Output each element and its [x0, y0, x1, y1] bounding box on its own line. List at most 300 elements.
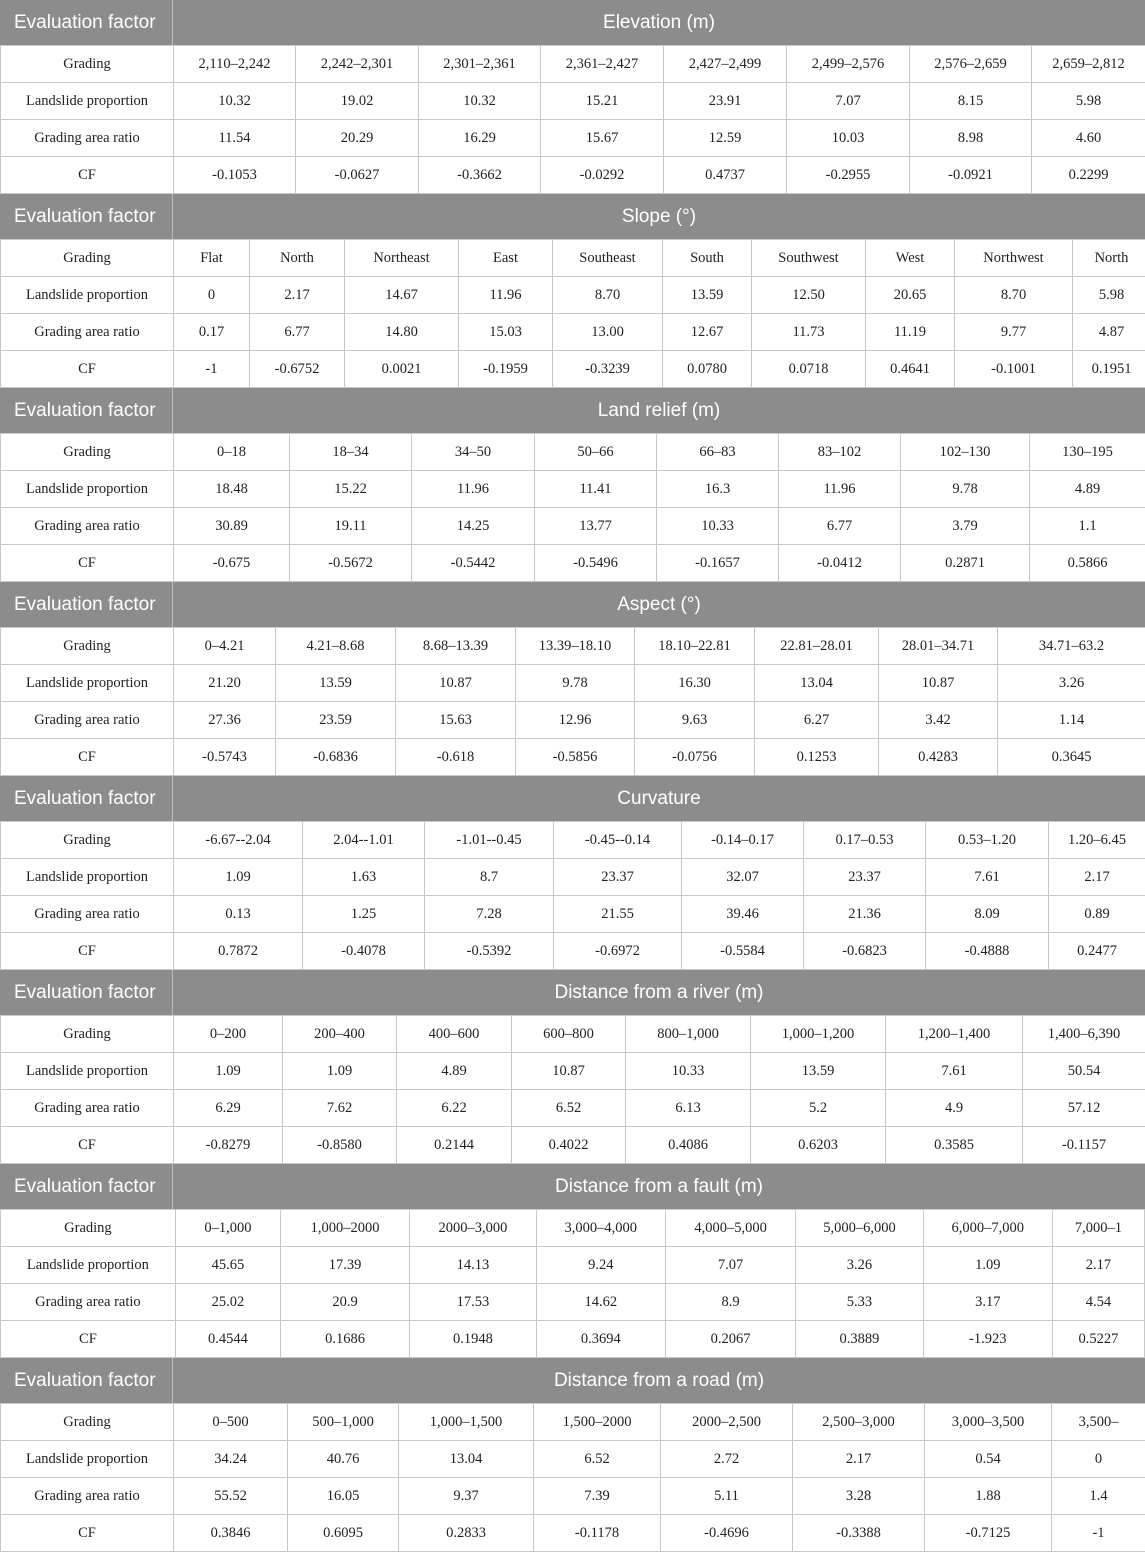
- table-cell: 3.28: [793, 1478, 925, 1515]
- cf-row: [1, 739, 1145, 776]
- table-cell: 0.6095: [288, 1515, 399, 1552]
- table-cell: 0.0780: [663, 351, 752, 388]
- table-cell: 8.09: [926, 896, 1049, 933]
- table-cell: 8.70: [955, 277, 1073, 314]
- table-cell: 0.1253: [755, 739, 879, 776]
- table-cell: 2000–2,500: [661, 1404, 793, 1441]
- table-cell: 13.04: [399, 1441, 534, 1478]
- table-cell: 8.7: [425, 859, 554, 896]
- section-header: [0, 776, 1145, 821]
- table-cell: 8.98: [910, 120, 1032, 157]
- table-cell: 7.07: [787, 83, 910, 120]
- table-cell: 0.17: [174, 314, 250, 351]
- table-cell: 0.6203: [751, 1127, 886, 1164]
- table-cell: -0.0292: [541, 157, 664, 194]
- table-cell: 18–34: [290, 434, 412, 471]
- table-cell: 15.22: [290, 471, 412, 508]
- row-label: CF: [1, 739, 174, 776]
- row-label: CF: [1, 157, 174, 194]
- table-cell: -0.4888: [926, 933, 1049, 970]
- table-cell: 0.3846: [174, 1515, 288, 1552]
- table-cell: 5,000–6,000: [796, 1210, 923, 1247]
- table-cell: 8.15: [910, 83, 1032, 120]
- table-cell: -0.3388: [793, 1515, 925, 1552]
- table-cell: 40.76: [288, 1441, 399, 1478]
- table-cell: 34–50: [412, 434, 535, 471]
- table-cell: 16.30: [635, 665, 755, 702]
- cf-row: [1, 157, 1145, 194]
- row-label: Grading: [1, 240, 174, 277]
- table-cell: 20.65: [866, 277, 955, 314]
- section-header: [0, 970, 1145, 1015]
- table-cell: 0.3694: [536, 1321, 665, 1358]
- table-cell: 23.91: [664, 83, 787, 120]
- table-cell: 8.70: [553, 277, 663, 314]
- table-cell: 1.88: [925, 1478, 1052, 1515]
- table-cell: 17.39: [280, 1247, 409, 1284]
- table-cell: 5.33: [796, 1284, 923, 1321]
- table-cell: -0.1001: [955, 351, 1073, 388]
- table-cell: 6,000–7,000: [923, 1210, 1052, 1247]
- row-label: Landslide proportion: [1, 1247, 176, 1284]
- table-cell: 3.79: [901, 508, 1030, 545]
- table-cell: 13.59: [663, 277, 752, 314]
- table-cell: -0.5392: [425, 933, 554, 970]
- table-cell: 11.96: [459, 277, 553, 314]
- table-cell: 6.77: [250, 314, 345, 351]
- table-cell: 0.3645: [998, 739, 1145, 776]
- table-cell: 5.2: [751, 1090, 886, 1127]
- table-cell: 2,110–2,242: [174, 46, 296, 83]
- table-cell: 5.98: [1032, 83, 1145, 120]
- table-cell: 83–102: [779, 434, 901, 471]
- grading-area-ratio-row: [1, 120, 1145, 157]
- table-cell: 0: [174, 277, 250, 314]
- table-cell: 45.65: [175, 1247, 280, 1284]
- table-cell: 5.11: [661, 1478, 793, 1515]
- table-cell: 8.9: [665, 1284, 795, 1321]
- row-label: Grading area ratio: [1, 896, 174, 933]
- table-cell: 16.3: [657, 471, 779, 508]
- table-cell: 3.26: [998, 665, 1145, 702]
- table-cell: -0.2955: [787, 157, 910, 194]
- table-cell: 800–1,000: [626, 1016, 751, 1053]
- table-cell: 0.17–0.53: [804, 822, 926, 859]
- row-label: Grading: [1, 434, 174, 471]
- table-cell: 2,301–2,361: [419, 46, 541, 83]
- factor-grid: [0, 1403, 1145, 1552]
- table-cell: -0.0412: [779, 545, 901, 582]
- table-cell: 3.42: [879, 702, 998, 739]
- table-cell: 12.96: [516, 702, 635, 739]
- table-cell: 0.4641: [866, 351, 955, 388]
- row-label: CF: [1, 1515, 174, 1552]
- table-cell: 10.03: [787, 120, 910, 157]
- table-cell: Flat: [174, 240, 250, 277]
- evaluation-factor-label: Evaluation factor: [0, 1164, 173, 1209]
- table-cell: 27.36: [174, 702, 276, 739]
- table-cell: 2.72: [661, 1441, 793, 1478]
- table-cell: Northwest: [955, 240, 1073, 277]
- factor-title: Distance from a river (m): [554, 981, 764, 1003]
- table-cell: 9.37: [399, 1478, 534, 1515]
- row-label: Landslide proportion: [1, 83, 174, 120]
- table-cell: 14.67: [345, 277, 459, 314]
- factor-grid: [0, 433, 1145, 582]
- table-cell: -0.5496: [535, 545, 657, 582]
- table-cell: -1: [1052, 1515, 1145, 1552]
- factor-title: Elevation (m): [603, 11, 715, 33]
- grading-row: [1, 628, 1145, 665]
- table-cell: 200–400: [283, 1016, 397, 1053]
- table-cell: 10.87: [879, 665, 998, 702]
- table-cell: 0.13: [174, 896, 303, 933]
- factor-grid: [0, 239, 1145, 388]
- table-cell: 22.81–28.01: [755, 628, 879, 665]
- evaluation-factor-label: Evaluation factor: [0, 0, 173, 45]
- evaluation-factor-label: Evaluation factor: [0, 1358, 173, 1403]
- table-cell: 6.22: [397, 1090, 512, 1127]
- table-cell: 13.59: [276, 665, 396, 702]
- table-cell: 500–1,000: [288, 1404, 399, 1441]
- row-label: Grading: [1, 46, 174, 83]
- table-cell: 2.17: [250, 277, 345, 314]
- table-cell: -0.45--0.14: [554, 822, 682, 859]
- table-cell: 0.3889: [796, 1321, 923, 1358]
- cf-row: [1, 1321, 1145, 1358]
- grading-area-ratio-row: [1, 896, 1145, 933]
- table-cell: 10.87: [512, 1053, 626, 1090]
- table-cell: 1.63: [303, 859, 425, 896]
- table-cell: 11.41: [535, 471, 657, 508]
- cf-row: [1, 1515, 1145, 1552]
- row-label: CF: [1, 1321, 176, 1358]
- table-cell: 4.60: [1032, 120, 1145, 157]
- row-label: Grading area ratio: [1, 120, 174, 157]
- row-label: CF: [1, 933, 174, 970]
- row-label: Landslide proportion: [1, 859, 174, 896]
- evaluation-factor-label: Evaluation factor: [0, 970, 173, 1015]
- table-cell: -0.1053: [174, 157, 296, 194]
- table-cell: 4.54: [1052, 1284, 1144, 1321]
- grading-area-ratio-row: [1, 1478, 1145, 1515]
- evaluation-factor-label: Evaluation factor: [0, 582, 173, 627]
- table-cell: 10.33: [626, 1053, 751, 1090]
- table-cell: 21.20: [174, 665, 276, 702]
- table-cell: 23.37: [554, 859, 682, 896]
- table-cell: 50.54: [1023, 1053, 1145, 1090]
- table-cell: 1,400–6,390: [1023, 1016, 1145, 1053]
- table-cell: 4.87: [1073, 314, 1145, 351]
- table-cell: 15.67: [541, 120, 664, 157]
- grading-area-ratio-row: [1, 1090, 1145, 1127]
- table-cell: 2,500–3,000: [793, 1404, 925, 1441]
- section-header: [0, 1358, 1145, 1403]
- table-cell: 20.9: [280, 1284, 409, 1321]
- table-cell: 2,659–2,812: [1032, 46, 1145, 83]
- table-cell: 12.59: [664, 120, 787, 157]
- table-cell: 0.2144: [397, 1127, 512, 1164]
- table-cell: 0.53–1.20: [926, 822, 1049, 859]
- table-cell: North: [250, 240, 345, 277]
- table-cell: 1.09: [174, 1053, 283, 1090]
- row-label: Grading: [1, 1016, 174, 1053]
- table-cell: 1.14: [998, 702, 1145, 739]
- table-cell: 0.1948: [410, 1321, 536, 1358]
- table-cell: 16.29: [419, 120, 541, 157]
- table-cell: 11.96: [779, 471, 901, 508]
- table-cell: 1,500–2000: [534, 1404, 661, 1441]
- table-cell: 0.0718: [752, 351, 866, 388]
- table-cell: 1,000–2000: [280, 1210, 409, 1247]
- table-cell: 5.98: [1073, 277, 1145, 314]
- table-cell: 2000–3,000: [410, 1210, 536, 1247]
- table-cell: 21.36: [804, 896, 926, 933]
- table-cell: -0.5442: [412, 545, 535, 582]
- table-cell: 25.02: [175, 1284, 280, 1321]
- landslide-proportion-row: [1, 665, 1145, 702]
- table-cell: 4.89: [1030, 471, 1145, 508]
- factor-grid: [0, 45, 1145, 194]
- table-cell: -0.1657: [657, 545, 779, 582]
- grading-row: [1, 434, 1145, 471]
- factor-title: Distance from a fault (m): [555, 1175, 763, 1197]
- table-cell: 7.62: [283, 1090, 397, 1127]
- table-cell: 14.13: [410, 1247, 536, 1284]
- row-label: CF: [1, 351, 174, 388]
- table-cell: -0.0921: [910, 157, 1032, 194]
- table-cell: -0.5743: [174, 739, 276, 776]
- table-cell: 12.50: [752, 277, 866, 314]
- section-header: [0, 194, 1145, 239]
- table-cell: -0.5856: [516, 739, 635, 776]
- table-cell: -0.4078: [303, 933, 425, 970]
- table-cell: 0.4086: [626, 1127, 751, 1164]
- table-cell: 6.52: [512, 1090, 626, 1127]
- table-cell: 13.04: [755, 665, 879, 702]
- table-cell: 10.33: [657, 508, 779, 545]
- table-cell: 2.17: [1052, 1247, 1144, 1284]
- grading-row: [1, 240, 1145, 277]
- table-cell: 11.73: [752, 314, 866, 351]
- table-cell: 0.2067: [665, 1321, 795, 1358]
- table-cell: 57.12: [1023, 1090, 1145, 1127]
- table-cell: 1,000–1,200: [751, 1016, 886, 1053]
- table-cell: 7.07: [665, 1247, 795, 1284]
- row-label: Grading: [1, 1210, 176, 1247]
- table-cell: Southwest: [752, 240, 866, 277]
- table-cell: 1.1: [1030, 508, 1145, 545]
- table-cell: 0.1686: [280, 1321, 409, 1358]
- factor-section: [0, 970, 1145, 1164]
- table-cell: -0.14–0.17: [682, 822, 804, 859]
- landslide-proportion-row: [1, 1441, 1145, 1478]
- row-label: Grading: [1, 822, 174, 859]
- landslide-proportion-row: [1, 83, 1145, 120]
- table-cell: 15.03: [459, 314, 553, 351]
- table-cell: 0.5227: [1052, 1321, 1144, 1358]
- cf-row: [1, 351, 1145, 388]
- factor-section: [0, 194, 1145, 388]
- table-cell: 16.05: [288, 1478, 399, 1515]
- row-label: Landslide proportion: [1, 665, 174, 702]
- table-cell: -0.6836: [276, 739, 396, 776]
- table-cell: -0.0627: [296, 157, 419, 194]
- table-cell: 4.9: [886, 1090, 1023, 1127]
- table-cell: -1: [174, 351, 250, 388]
- factor-grid: [0, 627, 1145, 776]
- table-cell: -1.01--0.45: [425, 822, 554, 859]
- table-cell: 0–500: [174, 1404, 288, 1441]
- table-cell: -0.1157: [1023, 1127, 1145, 1164]
- table-cell: 17.53: [410, 1284, 536, 1321]
- table-cell: 18.48: [174, 471, 290, 508]
- table-cell: 66–83: [657, 434, 779, 471]
- table-cell: 9.63: [635, 702, 755, 739]
- table-cell: 15.21: [541, 83, 664, 120]
- table-cell: 0.1951: [1073, 351, 1145, 388]
- factor-section: [0, 1164, 1145, 1358]
- table-cell: -0.6752: [250, 351, 345, 388]
- table-cell: 23.59: [276, 702, 396, 739]
- table-cell: 3,000–4,000: [536, 1210, 665, 1247]
- table-cell: 0.4544: [175, 1321, 280, 1358]
- landslide-proportion-row: [1, 859, 1145, 896]
- cf-row: [1, 933, 1145, 970]
- evaluation-factor-label: Evaluation factor: [0, 194, 173, 239]
- table-cell: 20.29: [296, 120, 419, 157]
- table-cell: 0.2477: [1049, 933, 1145, 970]
- table-cell: Northeast: [345, 240, 459, 277]
- table-cell: 15.63: [396, 702, 516, 739]
- table-cell: 0–200: [174, 1016, 283, 1053]
- factor-grid: [0, 1209, 1145, 1358]
- table-cell: 6.77: [779, 508, 901, 545]
- factor-section: [0, 388, 1145, 582]
- table-cell: 3.26: [796, 1247, 923, 1284]
- row-label: Grading area ratio: [1, 314, 174, 351]
- table-cell: 1.20–6.45: [1049, 822, 1145, 859]
- table-cell: 11.19: [866, 314, 955, 351]
- row-label: Grading area ratio: [1, 1090, 174, 1127]
- table-cell: 2.04--1.01: [303, 822, 425, 859]
- table-cell: 2,361–2,427: [541, 46, 664, 83]
- table-cell: 2.17: [1049, 859, 1145, 896]
- grading-row: [1, 1404, 1145, 1441]
- cf-row: [1, 545, 1145, 582]
- table-cell: 0.2871: [901, 545, 1030, 582]
- table-cell: 14.62: [536, 1284, 665, 1321]
- factor-section: [0, 776, 1145, 970]
- table-cell: 0.7872: [174, 933, 303, 970]
- table-cell: -0.4696: [661, 1515, 793, 1552]
- table-cell: -1.923: [923, 1321, 1052, 1358]
- table-cell: 0.4737: [664, 157, 787, 194]
- landslide-proportion-row: [1, 1247, 1145, 1284]
- table-cell: 4.89: [397, 1053, 512, 1090]
- table-cell: 30.89: [174, 508, 290, 545]
- grading-row: [1, 1210, 1145, 1247]
- landslide-proportion-row: [1, 277, 1145, 314]
- table-cell: 0.3585: [886, 1127, 1023, 1164]
- table-cell: 6.52: [534, 1441, 661, 1478]
- table-cell: -0.3662: [419, 157, 541, 194]
- table-cell: 7.28: [425, 896, 554, 933]
- factor-grid: [0, 1015, 1145, 1164]
- table-cell: 7,000–1: [1052, 1210, 1144, 1247]
- table-cell: 400–600: [397, 1016, 512, 1053]
- landslide-proportion-row: [1, 1053, 1145, 1090]
- factor-title: Curvature: [617, 787, 701, 809]
- table-cell: 10.87: [396, 665, 516, 702]
- table-cell: 130–195: [1030, 434, 1145, 471]
- section-header: [0, 0, 1145, 45]
- table-cell: 55.52: [174, 1478, 288, 1515]
- table-cell: 0.4022: [512, 1127, 626, 1164]
- table-cell: 34.24: [174, 1441, 288, 1478]
- table-cell: West: [866, 240, 955, 277]
- table-cell: 0.4283: [879, 739, 998, 776]
- table-cell: 2,242–2,301: [296, 46, 419, 83]
- table-cell: South: [663, 240, 752, 277]
- table-cell: 13.00: [553, 314, 663, 351]
- table-cell: Southeast: [553, 240, 663, 277]
- table-cell: 10.32: [419, 83, 541, 120]
- table-cell: 1.09: [174, 859, 303, 896]
- table-cell: -6.67--2.04: [174, 822, 303, 859]
- table-cell: North: [1073, 240, 1145, 277]
- row-label: Landslide proportion: [1, 277, 174, 314]
- table-cell: 0–4.21: [174, 628, 276, 665]
- factor-grid: [0, 821, 1145, 970]
- table-cell: -0.5672: [290, 545, 412, 582]
- table-cell: 7.61: [926, 859, 1049, 896]
- table-cell: East: [459, 240, 553, 277]
- table-cell: 23.37: [804, 859, 926, 896]
- table-cell: 1.09: [923, 1247, 1052, 1284]
- table-cell: 19.02: [296, 83, 419, 120]
- table-cell: 3.17: [923, 1284, 1052, 1321]
- factor-section: [0, 582, 1145, 776]
- table-cell: 9.78: [516, 665, 635, 702]
- factor-title: Land relief (m): [597, 399, 721, 421]
- table-cell: 6.29: [174, 1090, 283, 1127]
- table-cell: 0–1,000: [175, 1210, 280, 1247]
- table-cell: 6.27: [755, 702, 879, 739]
- table-cell: 600–800: [512, 1016, 626, 1053]
- table-cell: 4.21–8.68: [276, 628, 396, 665]
- table-cell: 9.77: [955, 314, 1073, 351]
- grading-area-ratio-row: [1, 508, 1145, 545]
- grading-area-ratio-row: [1, 702, 1145, 739]
- table-cell: 1,000–1,500: [399, 1404, 534, 1441]
- row-label: Grading area ratio: [1, 702, 174, 739]
- table-cell: 7.39: [534, 1478, 661, 1515]
- table-cell: -0.1959: [459, 351, 553, 388]
- table-cell: 14.80: [345, 314, 459, 351]
- table-cell: 32.07: [682, 859, 804, 896]
- table-cell: 2,576–2,659: [910, 46, 1032, 83]
- table-cell: 2.17: [793, 1441, 925, 1478]
- table-cell: 2,499–2,576: [787, 46, 910, 83]
- table-cell: -0.6972: [554, 933, 682, 970]
- section-header: [0, 388, 1145, 433]
- table-cell: 11.96: [412, 471, 535, 508]
- section-header: [0, 1164, 1145, 1209]
- factor-section: [0, 0, 1145, 194]
- table-cell: 39.46: [682, 896, 804, 933]
- row-label: Landslide proportion: [1, 1053, 174, 1090]
